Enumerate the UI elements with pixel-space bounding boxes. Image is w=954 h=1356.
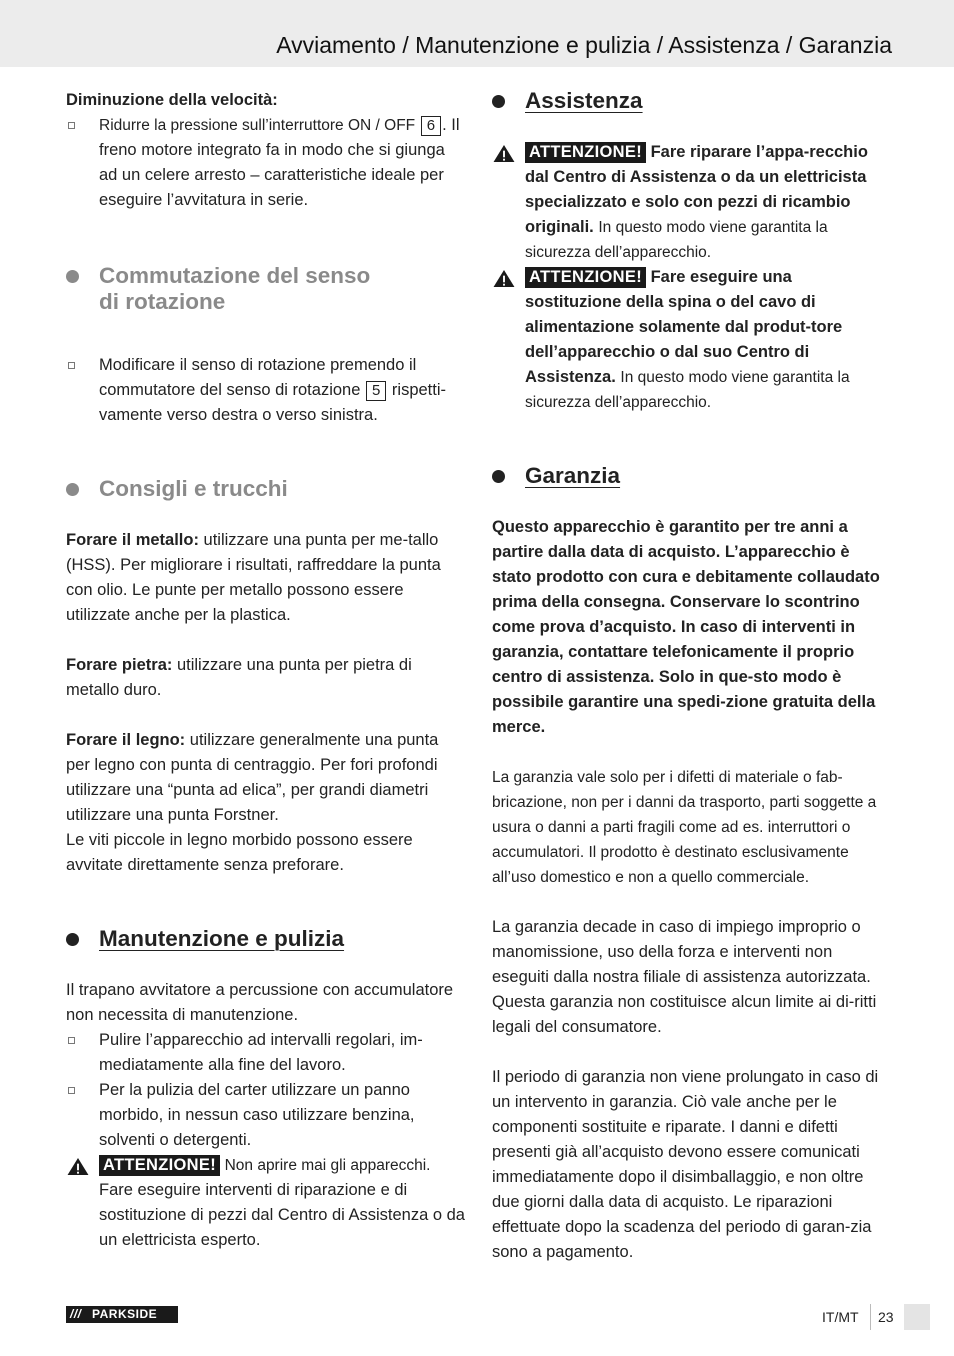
warning-label: ATTENZIONE! bbox=[99, 1155, 220, 1176]
maintenance-intro: Il trapano avvitatore a percussione con accumulatore non necessita di manutenzione. bbox=[66, 981, 454, 1024]
rotation-heading-line1: Commutazione del senso bbox=[99, 263, 371, 288]
warning-bold: Fare eseguire una sostituzione della spina o del cavo di alimentazione solamente dal produt-tore dell’apparecchio o dal suo Centro di Assistenza. bbox=[525, 268, 843, 386]
service-heading bbox=[492, 88, 892, 114]
tip-metal bbox=[66, 528, 466, 628]
rotation-item-text: Modificare il senso di rotazione premendo il commutatore del senso di rotazione bbox=[99, 356, 417, 399]
tip-metal-text: utilizzare una punta per me-tallo (HSS). Per migliorare i risultati, raffreddare la punta con olio. Le punte per metallo possono essere utilizzate anche per la plastica. bbox=[66, 531, 441, 624]
service-warning bbox=[492, 265, 892, 415]
language-code: IT/MT bbox=[822, 1309, 859, 1325]
speed-item bbox=[66, 113, 466, 213]
warranty-para: La garanzia decade in caso di impiego improprio o manomissione, uso della forza e interventi non eseguiti dalla nostra filiale di assistenza autorizzata. Questa garanzia non costituisce alcun limite ai di-ritti legali del consumatore. bbox=[492, 918, 877, 1036]
tips-heading bbox=[66, 476, 466, 502]
maintenance-item-text: Pulire l’apparecchio ad intervalli regolari, im-mediatamente alla fine del lavoro. bbox=[99, 1031, 423, 1074]
tip-screws: Le viti piccole in legno morbido possono essere avvitate direttamente senza preforare. bbox=[66, 831, 413, 874]
rotation-heading bbox=[66, 263, 466, 315]
page-title: Avviamento / Manutenzione e pulizia / Assistenza / Garanzia bbox=[276, 32, 892, 58]
ref-number: 5 bbox=[366, 381, 386, 401]
section-bullet-icon bbox=[66, 270, 79, 283]
logo-brand: PARKSIDE bbox=[92, 1307, 158, 1321]
warranty-heading-text: Garanzia bbox=[525, 463, 621, 488]
tips-heading-text: Consigli e trucchi bbox=[99, 476, 288, 501]
maintenance-item bbox=[66, 1078, 466, 1153]
rotation-heading-line2: di rotazione bbox=[99, 289, 226, 314]
warning-text: Fare eseguire interventi di riparazione e di sostituzione di pezzi dal Centro di Assistenza o da un elettricista esperto. bbox=[99, 1181, 465, 1249]
warning-label: ATTENZIONE! bbox=[525, 267, 646, 288]
logo-slashes: /// bbox=[70, 1307, 82, 1321]
brand-logo bbox=[66, 1306, 178, 1323]
warning-bold: Fare riparare l’appa-recchio dal Centro di Assistenza o da un elettricista specializzato e solo con pezzi di ricambio originali. bbox=[525, 143, 868, 236]
speed-item-cont: Il freno motore integrato fa in modo che si giunga ad un celere arresto – caratteristiche ideale per eseguire l’avvitatura in serie. bbox=[99, 116, 460, 209]
service-warning bbox=[492, 140, 892, 265]
speed-item-text: Ridurre la pressione sull’interruttore ON / OFF bbox=[99, 117, 416, 134]
warranty-para: Il periodo di garanzia non viene prolungato in caso di un intervento in garanzia. Ciò vale anche per le componenti sostituite e riparate. I danni e difetti presenti già all’acquisto devono essere comunicati immediatamente dopo il disimballaggio, e non oltre due giorni dalla data di acquisto. Le riparazioni effettuate dopo la scadenza del periodo di garan-zia sono a pagamento. bbox=[492, 1068, 879, 1261]
rotation-item-after: rispetti-vamente verso destra o verso sinistra. bbox=[99, 381, 447, 424]
tip-metal-label: Forare il metallo: bbox=[66, 531, 199, 549]
tip-wood-label: Forare il legno: bbox=[66, 731, 186, 749]
speed-heading: Diminuzione della velocità: bbox=[66, 91, 278, 109]
checkbox-bullet-icon bbox=[68, 362, 75, 369]
warranty-bold-para: Questo apparecchio è garantito per tre anni a partire dalla data di acquisto. L’apparecchio è stato prodotto con cura e debitamente collaudato prima della consegna. Conservare lo scontrino come prova d’acquisto. In caso di interventi in garanzia, contattare telefonicamente il proprio centro di assistenza. Solo in que-sto modo è possibile garantire una spedi-zione gratuita della merce. bbox=[492, 518, 880, 736]
footer-divider bbox=[870, 1304, 871, 1330]
checkbox-bullet-icon bbox=[68, 1037, 75, 1044]
maintenance-heading-text: Manutenzione e pulizia bbox=[99, 926, 345, 951]
warranty-para: La garanzia vale solo per i difetti di materiale o fab-bricazione, non per i danni da trasporto, parti soggette a usura o danni a parti fragili come ad es. interruttori o accumulatori. Il prodotto è destinato esclusivamente all’uso domestico e non a quello commerciale. bbox=[492, 769, 877, 886]
maintenance-warning bbox=[66, 1153, 466, 1253]
tip-stone-text: utilizzare una punta per pietra di metallo duro. bbox=[66, 656, 412, 699]
warning-icon bbox=[66, 1157, 90, 1176]
service-heading-text: Assistenza bbox=[525, 88, 643, 113]
warning-text: In questo modo viene garantita la sicurezza dell’apparecchio. bbox=[525, 369, 850, 411]
speed-item-punct: . bbox=[442, 116, 447, 134]
ref-number: 6 bbox=[421, 116, 441, 136]
tip-wood-text: utilizzare generalmente una punta per legno con punta di centraggio. Per fori profondi utilizzare una “punta ad elica”, per grandi diametri utilizzare una punta Forstner. bbox=[66, 731, 439, 824]
maintenance-item-text: Per la pulizia del carter utilizzare un panno morbido, in nessun caso utilizzare benzina, solventi o detergenti. bbox=[99, 1081, 415, 1149]
maintenance-item bbox=[66, 1028, 466, 1078]
page-number: 23 bbox=[878, 1309, 894, 1325]
warranty-heading bbox=[492, 463, 892, 489]
warning-first: Non aprire mai gli apparecchi. bbox=[224, 1157, 431, 1174]
tip-stone bbox=[66, 653, 466, 703]
warning-icon bbox=[492, 269, 516, 288]
tip-wood bbox=[66, 728, 466, 828]
warning-text: In questo modo viene garantita la sicurezza dell’apparecchio. bbox=[525, 219, 828, 261]
left-column bbox=[66, 88, 466, 1253]
section-bullet-icon bbox=[492, 95, 505, 108]
checkbox-bullet-icon bbox=[68, 122, 75, 129]
page-tab bbox=[904, 1304, 930, 1330]
tip-stone-label: Forare pietra: bbox=[66, 656, 173, 674]
section-bullet-icon bbox=[66, 933, 79, 946]
checkbox-bullet-icon bbox=[68, 1087, 75, 1094]
warning-icon bbox=[492, 144, 516, 163]
maintenance-heading bbox=[66, 926, 466, 952]
rotation-item bbox=[66, 353, 466, 428]
right-column bbox=[492, 88, 892, 1265]
warning-label: ATTENZIONE! bbox=[525, 142, 646, 163]
section-bullet-icon bbox=[492, 470, 505, 483]
section-bullet-icon bbox=[66, 483, 79, 496]
